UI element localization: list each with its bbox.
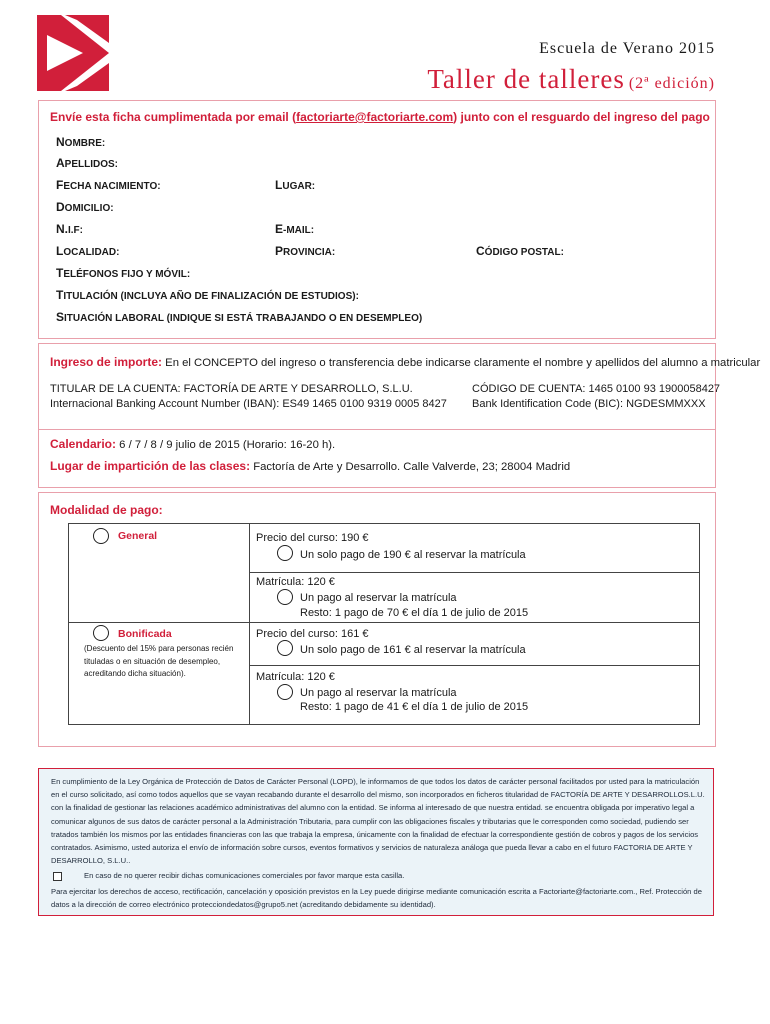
personal-data-box [38,100,716,339]
radio-bonificada[interactable] [93,625,109,641]
bonificada-single-payment: Un solo pago de 161 € al reservar la matrícula [300,644,526,656]
bonificada-matricula: Matrícula: 120 € [256,671,335,683]
title-main: Taller de talleres [427,64,625,94]
table-hline-2 [68,622,699,623]
modalidad-heading: Modalidad de pago: [50,503,163,517]
field-situacion-laboral[interactable]: SITUACIÓN LABORAL (INDIQUE SI ESTÁ TRABAJANDO O EN DESEMPLEO) [56,310,423,324]
radio-general[interactable] [93,528,109,544]
table-hline-1 [249,572,699,573]
location-line [50,459,570,473]
payment-instruction [50,355,760,369]
workshop-title [300,64,715,95]
bonificada-label: Bonificada [118,628,172,640]
calendar-value: 6 / 7 / 8 / 9 julio de 2015 (Horario: 16-20 h). [116,439,336,451]
instruction-prefix: Envíe esta ficha cumplimentada por email ( [50,110,297,124]
calendar-line [50,437,335,451]
payment-text: En el CONCEPTO del ingreso o transferencia debe indicarse claramente el nombre y apellidos del alumno a matricular [162,357,761,369]
general-split-rest: Resto: 1 pago de 70 € el día 1 de julio de 2015 [300,607,529,619]
bonificada-split-rest: Resto: 1 pago de 41 € el día 1 de julio de 2015 [300,701,529,713]
bonificada-note-line1: (Descuento del 15% para personas recién [84,644,234,653]
general-price: Precio del curso: 190 € [256,532,369,544]
table-vline [249,523,250,725]
factoriarte-logo [37,15,109,91]
field-localidad[interactable]: LOCALIDAD: [56,244,120,258]
opt-out-text: En caso de no querer recibir dichas comunicaciones comerciales por favor marque esta casilla. [84,871,405,881]
legal-paragraph-2: Para ejercitar los derechos de acceso, rectificación, cancelación y oposición previstos en la Ley puede dirigirse mediante comunicación escrita a Factoriarte@factoriarte.com., Ref. Protección de datos a la dirección de correo electrónico protecciondedatos@grupo5.net (acreditando debidamente su identidad). [51,886,702,909]
bonificada-note [84,643,233,681]
field-titulacion[interactable]: TITULACIÓN (INCLUYA AÑO DE FINALIZACIÓN DE ESTUDIOS): [56,288,359,302]
field-codigo-postal[interactable]: CÓDIGO POSTAL: [476,244,564,258]
school-title: Escuela de Verano 2015 [539,40,715,57]
radio-general-single-payment[interactable] [277,545,293,561]
radio-bonificada-split-payment[interactable] [277,684,293,700]
calendar-label: Calendario: [50,437,117,451]
table-hline-3 [249,665,699,666]
legal-opt-out-line [51,869,705,882]
field-domicilio[interactable]: DOMICILIO: [56,200,114,214]
bonificada-split-payment: Un pago al reservar la matrícula [300,687,457,699]
payment-heading: Ingreso de importe: [50,355,163,369]
location-label: Lugar de impartición de las clases: [50,459,251,473]
instruction-line [50,110,710,124]
title-edition: (2ª edición) [628,75,715,92]
field-email[interactable]: E-MAIL: [275,222,315,236]
field-apellidos[interactable]: APELLIDOS: [56,156,119,170]
radio-general-split-payment[interactable] [277,589,293,605]
field-nif[interactable]: N.I.F: [56,222,83,236]
location-value: Factoría de Arte y Desarrollo. Calle Valverde, 23; 28004 Madrid [250,461,571,473]
general-split-payment: Un pago al reservar la matrícula [300,592,457,604]
account-code: CÓDIGO DE CUENTA: 1465 0100 93 1900058427 [472,383,721,395]
field-lugar[interactable]: LUGAR: [275,178,316,192]
account-bic: Bank Identification Code (BIC): NGDESMMXXX [472,398,706,410]
account-holder: TITULAR DE LA CUENTA: FACTORÍA DE ARTE Y DESARROLLO, S.L.U. [50,383,413,395]
bonificada-note-line3: acreditando dicha situación). [84,669,186,678]
bonificada-note-line2: tituladas o en situación de desempleo, [84,656,221,666]
legal-paragraph-1: En cumplimiento de la Ley Orgánica de Protección de Datos de Carácter Personal (LOPD), le informamos de que todos los datos de carácter personal facilitados por usted para la matriculación en el curso solicitado, así como todos aquellos que se vayan recabando durante el desarrollo del mismo, son incorporados en ficheros titularidad de FACTORÍA DE ARTE Y DESARROLLOS.L.U. con la finalidad de gestionar las relaciones académico administrativas del alumno con la entidad. Se informa al interesado de que nuestra entidad. se encuentra obligada por imperativo legal a comunicar algunos de sus datos de carácter personal a la Administración Tributaria, para cumplir con las obligaciones fiscales y tributarias que le corresponden como sociedad, pudiendo ser tratados también los mismos por las entidades financieras con las que trabaja la empresa, únicamente con la finalidad de efectuar la correspondiente gestión de cobros y pagos de los servicios contratados. Asimismo, usted autoriza el envío de información sobre cursos, eventos formativos y servicios de naturaleza análoga que pueda llevar a cabo en el futuro FACTORIA DE ARTE Y DESARROLLO, S.L.U.. [51,777,705,866]
opt-out-checkbox[interactable] [53,872,62,881]
payment-divider [38,429,716,430]
field-nombre[interactable]: NOMBRE: [56,135,106,149]
general-label: General [118,530,158,542]
field-provincia[interactable]: PROVINCIA: [275,244,336,258]
instruction-email-link[interactable]: factoriarte@factoriarte.com [296,110,454,124]
radio-bonificada-single-payment[interactable] [277,640,293,656]
general-matricula: Matrícula: 120 € [256,576,335,588]
instruction-suffix: ) junto con el resguardo del ingreso del pago [453,110,710,124]
general-single-payment: Un solo pago de 190 € al reservar la matrícula [300,549,526,561]
field-fecha-nacimiento[interactable]: FECHA NACIMIENTO: [56,178,161,192]
account-iban: Internacional Banking Account Number (IBAN): ES49 1465 0100 9319 0005 8427 [50,398,447,410]
field-telefonos[interactable]: TELÉFONOS FIJO Y MÓVIL: [56,266,191,280]
legal-notice-box [38,768,714,916]
legal-notice-text [51,775,705,911]
bonificada-price: Precio del curso: 161 € [256,628,369,640]
